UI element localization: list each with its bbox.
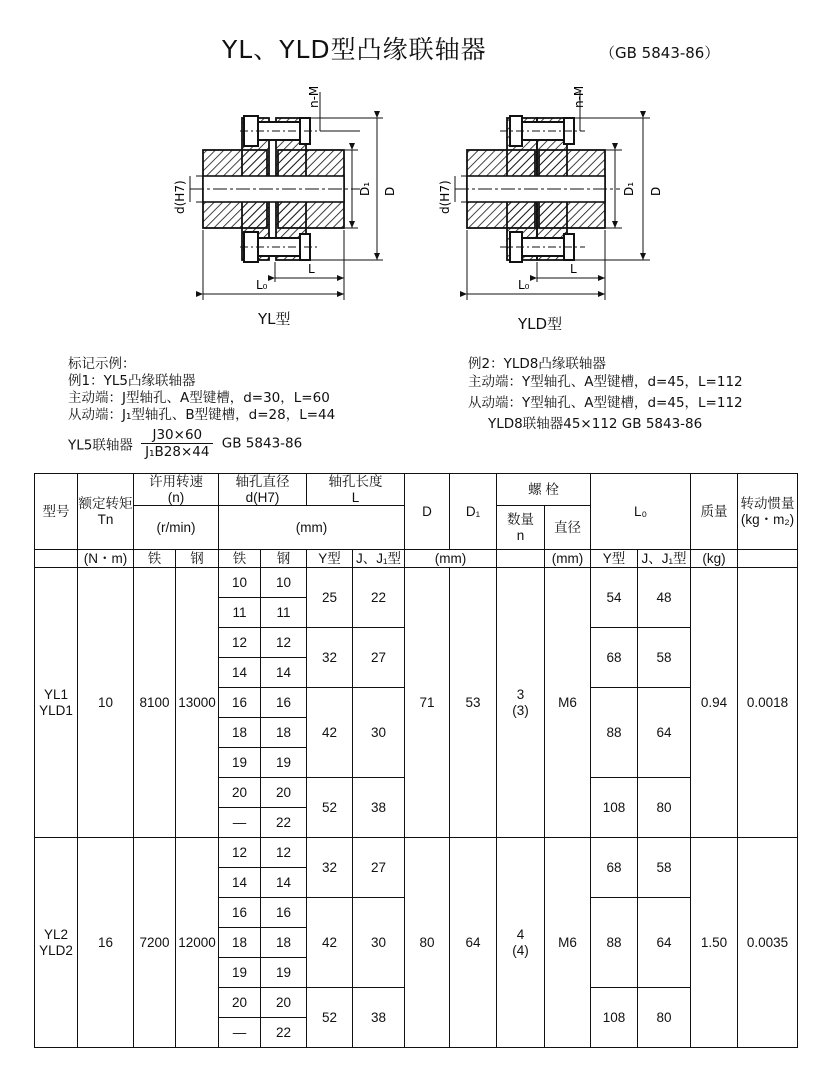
len-y-cell: 52 bbox=[307, 778, 353, 838]
hdr-inertia bbox=[738, 474, 798, 550]
page-title: YL、YLD型凸缘联轴器 bbox=[222, 35, 487, 64]
bolt-count-value: 4 bbox=[516, 927, 525, 943]
yld-d-label: D bbox=[649, 186, 663, 196]
bore-iron-cell: — bbox=[219, 1018, 261, 1048]
speed-steel-cell: 13000 bbox=[176, 568, 219, 838]
bore-steel-cell: 10 bbox=[261, 568, 307, 598]
hdr-d-unit: (mm) bbox=[405, 550, 497, 568]
hdr-bore-symbol: d(H7) bbox=[245, 489, 280, 505]
len-y-cell: 25 bbox=[307, 568, 353, 628]
l0-y-cell: 108 bbox=[591, 988, 638, 1048]
hdr-torque-unit: (N・m) bbox=[78, 550, 134, 568]
D-cell: 80 bbox=[405, 838, 450, 1048]
hdr-speed-unit: (r/min) bbox=[134, 506, 219, 550]
example1-mark-prefix: YL5联轴器 bbox=[68, 437, 133, 454]
header-row-1 bbox=[35, 474, 798, 506]
spec-body bbox=[35, 568, 798, 1048]
hdr-inertia-label: 转动惯量 bbox=[740, 496, 795, 511]
bolt-count-value: (4) bbox=[512, 942, 529, 958]
hdr-length-symbol: L bbox=[351, 489, 360, 505]
example1-mark-fraction bbox=[141, 427, 213, 460]
hdr-bolt-count bbox=[497, 506, 545, 550]
example1-marking bbox=[68, 427, 302, 460]
bolt-count-cell bbox=[497, 838, 545, 1048]
l0-y-cell: 88 bbox=[591, 898, 638, 988]
hdr-speed-steel: 钢 bbox=[176, 550, 219, 568]
bore-iron-cell: 14 bbox=[219, 868, 261, 898]
yl-caption: YL型 bbox=[258, 310, 291, 328]
spec-table bbox=[34, 473, 798, 1048]
hdr-bolt-unit: (mm) bbox=[545, 550, 591, 568]
hdr-D: D bbox=[405, 474, 450, 550]
len-j-cell: 22 bbox=[353, 568, 405, 628]
hdr-bolt-diameter: 直径 bbox=[545, 506, 591, 550]
len-j-cell: 30 bbox=[353, 688, 405, 778]
hdr-l0-j: J、J₁型 bbox=[638, 550, 691, 568]
yld-d1-label: D₁ bbox=[622, 181, 636, 196]
len-j-cell: 38 bbox=[353, 988, 405, 1048]
yl-nm-label: n-M bbox=[307, 85, 321, 108]
bore-iron-cell: 18 bbox=[219, 928, 261, 958]
hdr-len-y: Y型 bbox=[307, 550, 353, 568]
l0-j-cell: 64 bbox=[638, 898, 691, 988]
example2-marking: YLD8联轴器45×112 GB 5843-86 bbox=[488, 416, 703, 432]
example1-mark-standard: GB 5843-86 bbox=[221, 435, 303, 452]
model-name: YL1 bbox=[43, 687, 69, 703]
bore-steel-cell: 20 bbox=[261, 988, 307, 1018]
hdr-mass-unit: (kg) bbox=[691, 550, 738, 568]
model-cell bbox=[35, 838, 78, 1048]
hdr-length-label: 轴孔长度 bbox=[328, 474, 383, 489]
inertia-cell: 0.0018 bbox=[738, 568, 798, 838]
hdr-l0-y: Y型 bbox=[591, 550, 638, 568]
bore-iron-cell: 10 bbox=[219, 568, 261, 598]
l0-j-cell: 80 bbox=[638, 988, 691, 1048]
example1-title: 例1：YL5凸缘联轴器 bbox=[68, 373, 196, 389]
hdr-L0: L₀ bbox=[591, 474, 691, 550]
torque-cell: 16 bbox=[78, 838, 134, 1048]
hdr-blank-2 bbox=[497, 550, 545, 568]
table-row bbox=[35, 568, 798, 598]
yl-bore-label: d(H7) bbox=[173, 180, 187, 214]
hdr-bolt-count-symbol: n bbox=[516, 527, 525, 543]
bore-iron-cell: 20 bbox=[219, 778, 261, 808]
hdr-bore-steel: 钢 bbox=[261, 550, 307, 568]
hdr-bolt: 螺 栓 bbox=[497, 474, 591, 506]
bolt-count-value: 3 bbox=[516, 687, 525, 703]
bore-iron-cell: 19 bbox=[219, 748, 261, 778]
example1-mark-denominator: J₁B28×44 bbox=[145, 444, 210, 460]
len-y-cell: 42 bbox=[307, 898, 353, 988]
hdr-len-j: J、J₁型 bbox=[353, 550, 405, 568]
l0-j-cell: 58 bbox=[638, 838, 691, 898]
yld-drawing bbox=[438, 86, 663, 300]
hdr-D1: D₁ bbox=[450, 474, 497, 550]
bore-steel-cell: 16 bbox=[261, 898, 307, 928]
header-row-3 bbox=[35, 550, 798, 568]
bore-steel-cell: 19 bbox=[261, 748, 307, 778]
bore-steel-cell: 22 bbox=[261, 808, 307, 838]
l0-j-cell: 48 bbox=[638, 568, 691, 628]
yl-d-label: D bbox=[383, 186, 397, 196]
D1-cell: 53 bbox=[450, 568, 497, 838]
model-name: YLD1 bbox=[39, 702, 73, 718]
len-j-cell: 30 bbox=[353, 898, 405, 988]
hdr-speed-iron: 铁 bbox=[134, 550, 176, 568]
bore-steel-cell: 16 bbox=[261, 688, 307, 718]
bore-steel-cell: 18 bbox=[261, 928, 307, 958]
len-y-cell: 32 bbox=[307, 838, 353, 898]
hdr-bore bbox=[219, 474, 307, 506]
bore-steel-cell: 12 bbox=[261, 628, 307, 658]
bolt-count-cell bbox=[497, 568, 545, 838]
standard-number: （GB 5843-86） bbox=[600, 44, 720, 62]
bore-iron-cell: 20 bbox=[219, 988, 261, 1018]
hdr-mass: 质量 bbox=[691, 474, 738, 550]
inertia-cell: 0.0035 bbox=[738, 838, 798, 1048]
coupling-drawings bbox=[0, 0, 840, 340]
hdr-bolt-count-label: 数量 bbox=[507, 512, 534, 528]
bore-iron-cell: 14 bbox=[219, 658, 261, 688]
yl-drawing bbox=[173, 86, 397, 300]
speed-steel-cell: 12000 bbox=[176, 838, 219, 1048]
bore-steel-cell: 22 bbox=[261, 1018, 307, 1048]
hdr-torque-label: 额定转矩 bbox=[78, 496, 133, 511]
speed-iron-cell: 7200 bbox=[134, 838, 176, 1048]
bolt-diameter-cell: M6 bbox=[545, 838, 591, 1048]
yld-bore-label: d(H7) bbox=[438, 180, 452, 214]
D-cell: 71 bbox=[405, 568, 450, 838]
yld-nm-label: n-M bbox=[572, 85, 586, 108]
hdr-speed bbox=[134, 474, 219, 506]
example2-drive: 主动端：Y型轴孔、A型键槽，d=45，L=112 bbox=[468, 374, 743, 390]
hdr-torque-symbol: Tn bbox=[97, 511, 114, 527]
hdr-torque bbox=[78, 474, 134, 550]
l0-y-cell: 88 bbox=[591, 688, 638, 778]
bore-steel-cell: 11 bbox=[261, 598, 307, 628]
bore-steel-cell: 18 bbox=[261, 718, 307, 748]
bore-steel-cell: 12 bbox=[261, 838, 307, 868]
example2-title: 例2：YLD8凸缘联轴器 bbox=[468, 356, 606, 372]
D1-cell: 64 bbox=[450, 838, 497, 1048]
bore-steel-cell: 14 bbox=[261, 658, 307, 688]
hdr-model: 型号 bbox=[35, 474, 78, 550]
len-y-cell: 42 bbox=[307, 688, 353, 778]
hdr-speed-symbol: (n) bbox=[167, 489, 185, 505]
speed-iron-cell: 8100 bbox=[134, 568, 176, 838]
example-heading: 标记示例： bbox=[68, 356, 136, 372]
yl-d1-label: D₁ bbox=[358, 181, 372, 196]
bolt-count-value: (3) bbox=[512, 702, 529, 718]
hdr-bore-label: 轴孔直径 bbox=[235, 474, 290, 489]
l0-j-cell: 58 bbox=[638, 628, 691, 688]
hdr-speed-label: 许用转速 bbox=[149, 474, 203, 489]
table-row bbox=[35, 838, 798, 868]
example1-driven: 从动端：J₁型轴孔、B型键槽，d=28，L=44 bbox=[68, 407, 336, 423]
mass-cell: 0.94 bbox=[691, 568, 738, 838]
hdr-length bbox=[307, 474, 405, 506]
model-cell bbox=[35, 568, 78, 838]
yl-l-label: L bbox=[308, 262, 315, 276]
hdr-blank bbox=[35, 550, 78, 568]
example1-mark-numerator: J30×60 bbox=[141, 427, 213, 444]
yld-caption: YLD型 bbox=[518, 315, 563, 333]
yld-l0-label: L₀ bbox=[518, 278, 530, 292]
hdr-mm: (mm) bbox=[219, 506, 405, 550]
len-y-cell: 32 bbox=[307, 628, 353, 688]
bore-iron-cell: 18 bbox=[219, 718, 261, 748]
bore-iron-cell: 16 bbox=[219, 688, 261, 718]
l0-y-cell: 68 bbox=[591, 628, 638, 688]
model-name: YL2 bbox=[43, 927, 69, 943]
example1-drive: 主动端：J型轴孔、A型键槽，d=30，L=60 bbox=[68, 390, 330, 406]
yld-l-label: L bbox=[570, 262, 577, 276]
bore-steel-cell: 14 bbox=[261, 868, 307, 898]
l0-y-cell: 108 bbox=[591, 778, 638, 838]
hdr-blank-3 bbox=[738, 550, 798, 568]
bore-iron-cell: 16 bbox=[219, 898, 261, 928]
yl-l0-label: L₀ bbox=[256, 278, 268, 292]
hdr-inertia-unit: (kg・m₂) bbox=[740, 511, 795, 527]
l0-j-cell: 80 bbox=[638, 778, 691, 838]
bore-steel-cell: 19 bbox=[261, 958, 307, 988]
l0-j-cell: 64 bbox=[638, 688, 691, 778]
bore-steel-cell: 20 bbox=[261, 778, 307, 808]
bore-iron-cell: 11 bbox=[219, 598, 261, 628]
len-j-cell: 38 bbox=[353, 778, 405, 838]
len-y-cell: 52 bbox=[307, 988, 353, 1048]
bore-iron-cell: — bbox=[219, 808, 261, 838]
bore-iron-cell: 19 bbox=[219, 958, 261, 988]
len-j-cell: 27 bbox=[353, 628, 405, 688]
len-j-cell: 27 bbox=[353, 838, 405, 898]
bore-iron-cell: 12 bbox=[219, 838, 261, 868]
l0-y-cell: 68 bbox=[591, 838, 638, 898]
bore-iron-cell: 12 bbox=[219, 628, 261, 658]
l0-y-cell: 54 bbox=[591, 568, 638, 628]
mass-cell: 1.50 bbox=[691, 838, 738, 1048]
torque-cell: 10 bbox=[78, 568, 134, 838]
model-name: YLD2 bbox=[39, 942, 73, 958]
hdr-bore-iron: 铁 bbox=[219, 550, 261, 568]
example2-driven: 从动端：Y型轴孔、A型键槽，d=45，L=112 bbox=[468, 395, 743, 411]
bolt-diameter-cell: M6 bbox=[545, 568, 591, 838]
